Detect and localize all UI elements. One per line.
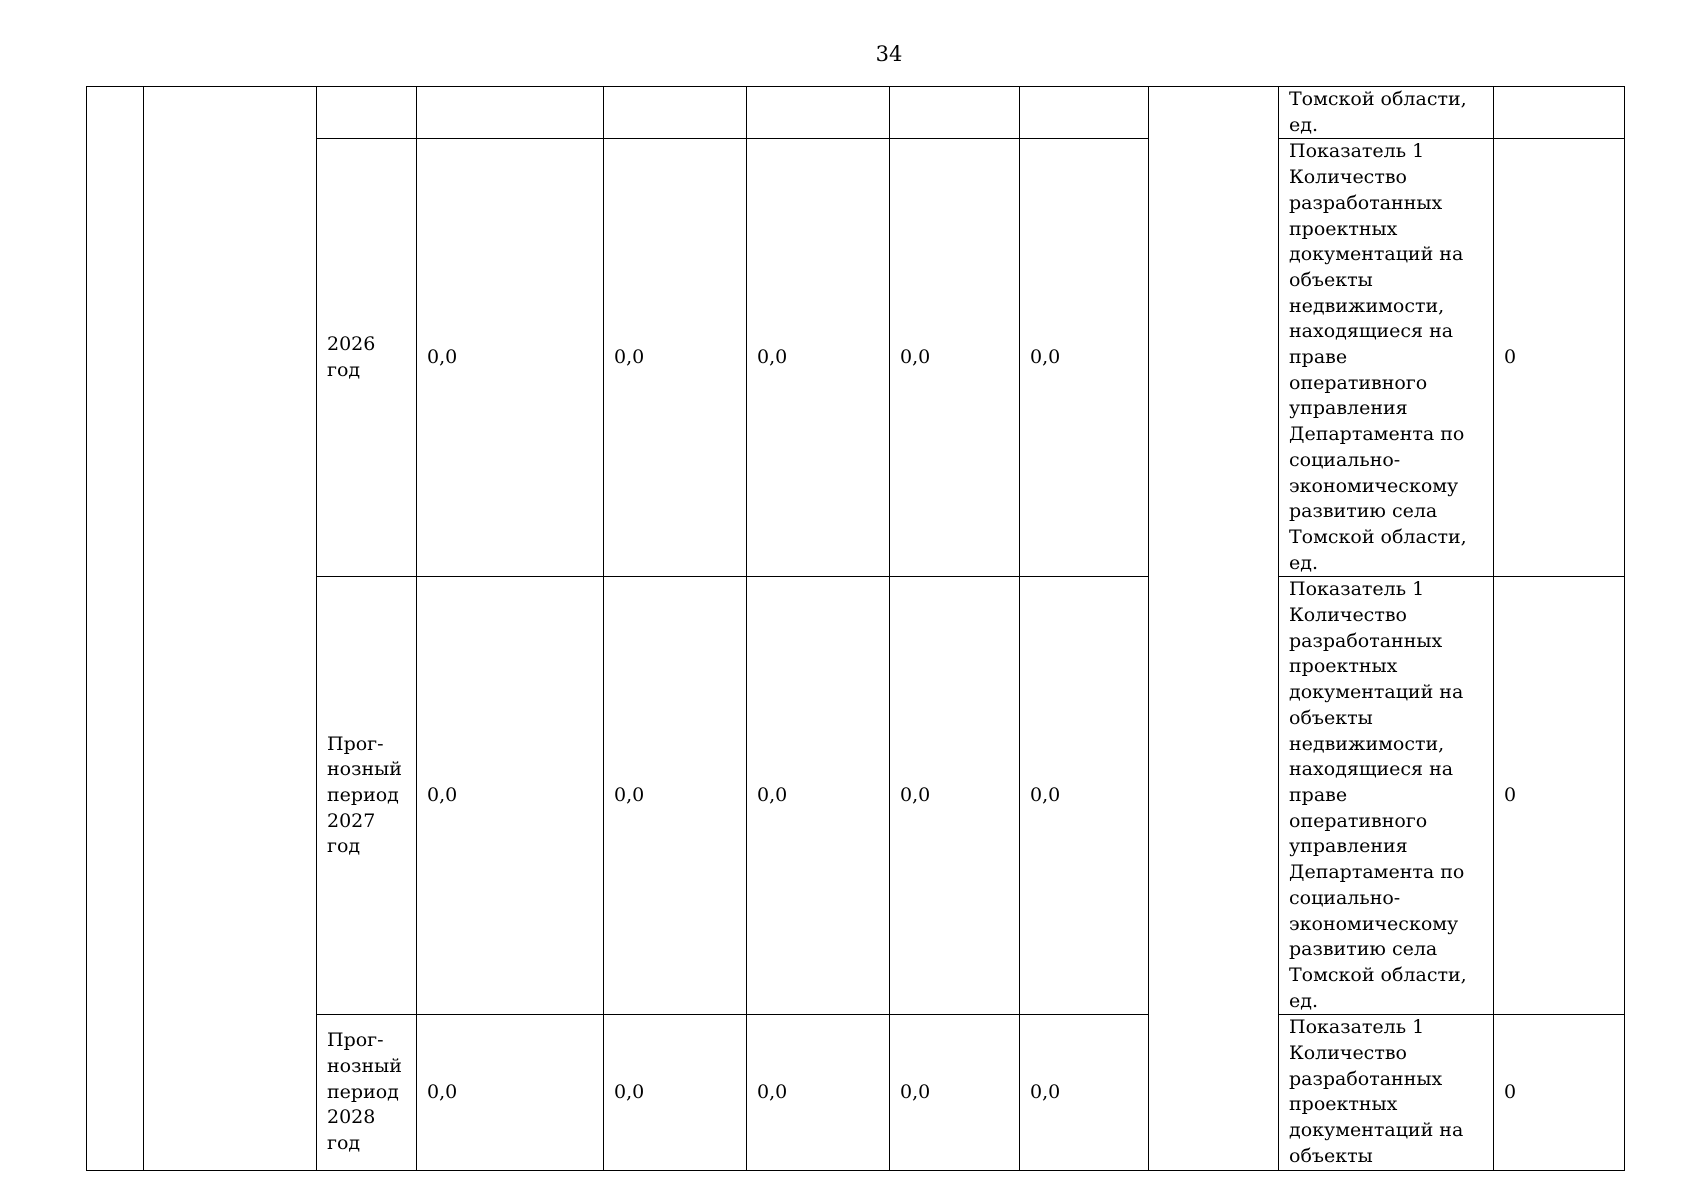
value-cell: 0,0 [1020, 577, 1149, 1015]
value-cell: 0,0 [417, 1015, 604, 1170]
value-cell: 0,0 [1020, 1015, 1149, 1170]
indicator-cell: Показатель 1 Количество разработанных проектных документаций на объекты [1279, 1015, 1494, 1170]
value-cell: 0,0 [890, 1015, 1020, 1170]
value-cell [747, 87, 890, 139]
table-row [87, 139, 1625, 577]
table-row [87, 577, 1625, 1015]
value-cell: 0,0 [1020, 139, 1149, 577]
period-cell: Прог-нозный период 2027 год [317, 577, 417, 1015]
target-cell: 0 [1494, 1015, 1625, 1170]
indicator-cell: Томской области, ед. [1279, 87, 1494, 139]
number-cell [87, 87, 144, 1171]
table-row [87, 87, 1625, 139]
value-cell [604, 87, 747, 139]
value-cell: 0,0 [604, 1015, 747, 1170]
value-cell: 0,0 [747, 1015, 890, 1170]
value-cell: 0,0 [890, 139, 1020, 577]
period-cell [317, 87, 417, 139]
value-cell: 0,0 [747, 139, 890, 577]
value-cell: 0,0 [417, 139, 604, 577]
target-cell [1494, 87, 1625, 139]
executor-cell [1149, 87, 1279, 1171]
value-cell: 0,0 [604, 139, 747, 577]
indicator-cell: Показатель 1 Количество разработанных проектных документаций на объекты недвижимости, находящиеся на праве оперативного управления Департамента по социально-экономическому развитию села Томской области, ед. [1279, 577, 1494, 1015]
value-cell: 0,0 [890, 577, 1020, 1015]
value-cell [890, 87, 1020, 139]
indicator-cell: Показатель 1 Количество разработанных проектных документаций на объекты недвижимости, находящиеся на праве оперативного управления Департамента по социально-экономическому развитию села Томской области, ед. [1279, 139, 1494, 577]
period-cell: 2026 год [317, 139, 417, 577]
page-number: 34 [875, 42, 903, 66]
table-row [87, 1015, 1625, 1170]
target-cell: 0 [1494, 577, 1625, 1015]
program-table [86, 86, 1625, 1171]
value-cell: 0,0 [747, 577, 890, 1015]
value-cell [1020, 87, 1149, 139]
target-cell: 0 [1494, 139, 1625, 577]
value-cell [417, 87, 604, 139]
task-cell [144, 87, 317, 1171]
period-cell: Прог-нозный период 2028 год [317, 1015, 417, 1170]
value-cell: 0,0 [417, 577, 604, 1015]
value-cell: 0,0 [604, 577, 747, 1015]
